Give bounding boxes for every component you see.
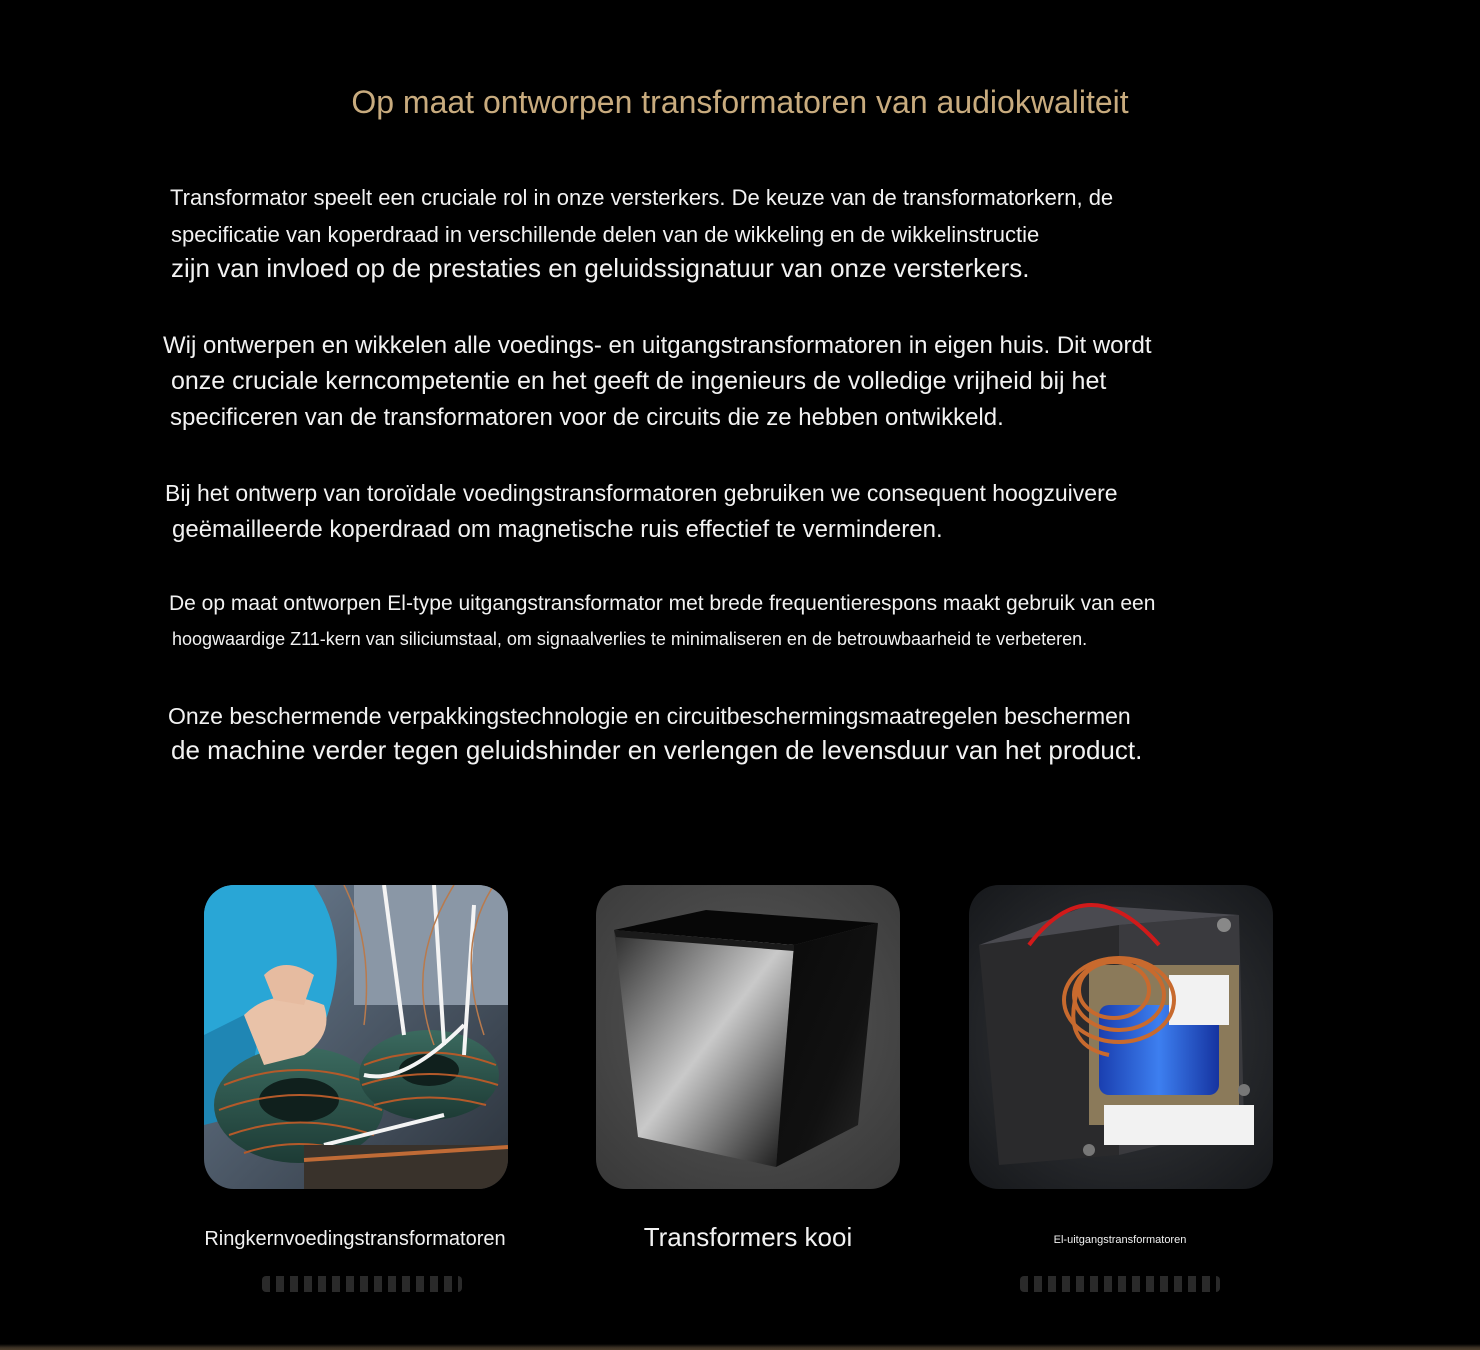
paragraph-line: geëmailleerde koperdraad om magnetische ruis effectief te verminderen.	[172, 516, 943, 543]
paragraph-line: de machine verder tegen geluidshinder en verlengen de levensduur van het product.	[171, 735, 1143, 765]
product-caption: Transformers kooi	[643, 1222, 853, 1252]
paragraph-line: specificatie van koperdraad in verschillende delen van de wikkeling en de wikkelinstructie	[171, 222, 1040, 247]
paragraph-line: Bij het ontwerp van toroïdale voedingstransformatoren gebruiken we consequent hoogzuivere	[165, 480, 1118, 506]
page-title: Op maat ontworpen transformatoren van audiokwaliteit	[351, 84, 1129, 120]
paragraph-line: specificeren van de transformatoren voor de circuits die ze hebben ontwikkeld.	[170, 404, 1004, 431]
paragraph-line: Wij ontwerpen en wikkelen alle voedings- en uitgangstransformatoren in eigen huis. Dit wordt	[163, 332, 1152, 359]
paragraph-line: Onze beschermende verpakkingstechnologie en circuitbeschermingsmaatregelen beschermen	[168, 703, 1131, 729]
product-caption: El-uitgangstransformatoren	[1053, 1234, 1187, 1246]
paragraph-line: zijn van invloed op de prestaties en geluidssignatuur van onze versterkers.	[171, 253, 1030, 283]
toroidal-winding-photo	[204, 885, 508, 1189]
faded-text-artifact	[1020, 1276, 1220, 1292]
paragraph-line: hoogwaardige Z11-kern van siliciumstaal, om signaalverlies te minimaliseren en de betrouwbaarheid te verbeteren.	[172, 629, 1088, 649]
faded-text-artifact	[262, 1276, 462, 1292]
paragraph-line: onze cruciale kerncompetentie en het geeft de ingenieurs de volledige vrijheid bij het	[171, 367, 1107, 395]
ei-output-transformer-photo	[969, 885, 1273, 1189]
product-caption: Ringkernvoedingstransformatoren	[204, 1228, 506, 1250]
paragraph-line: Transformator speelt een cruciale rol in onze versterkers. De keuze van de transformatorkern, de	[170, 185, 1114, 210]
black-transformer-cage-photo	[596, 885, 900, 1189]
bottom-divider	[0, 1344, 1480, 1350]
paragraph-line: De op maat ontworpen El-type uitgangstransformator met brede frequentierespons maakt gebruik van een	[169, 592, 1156, 615]
